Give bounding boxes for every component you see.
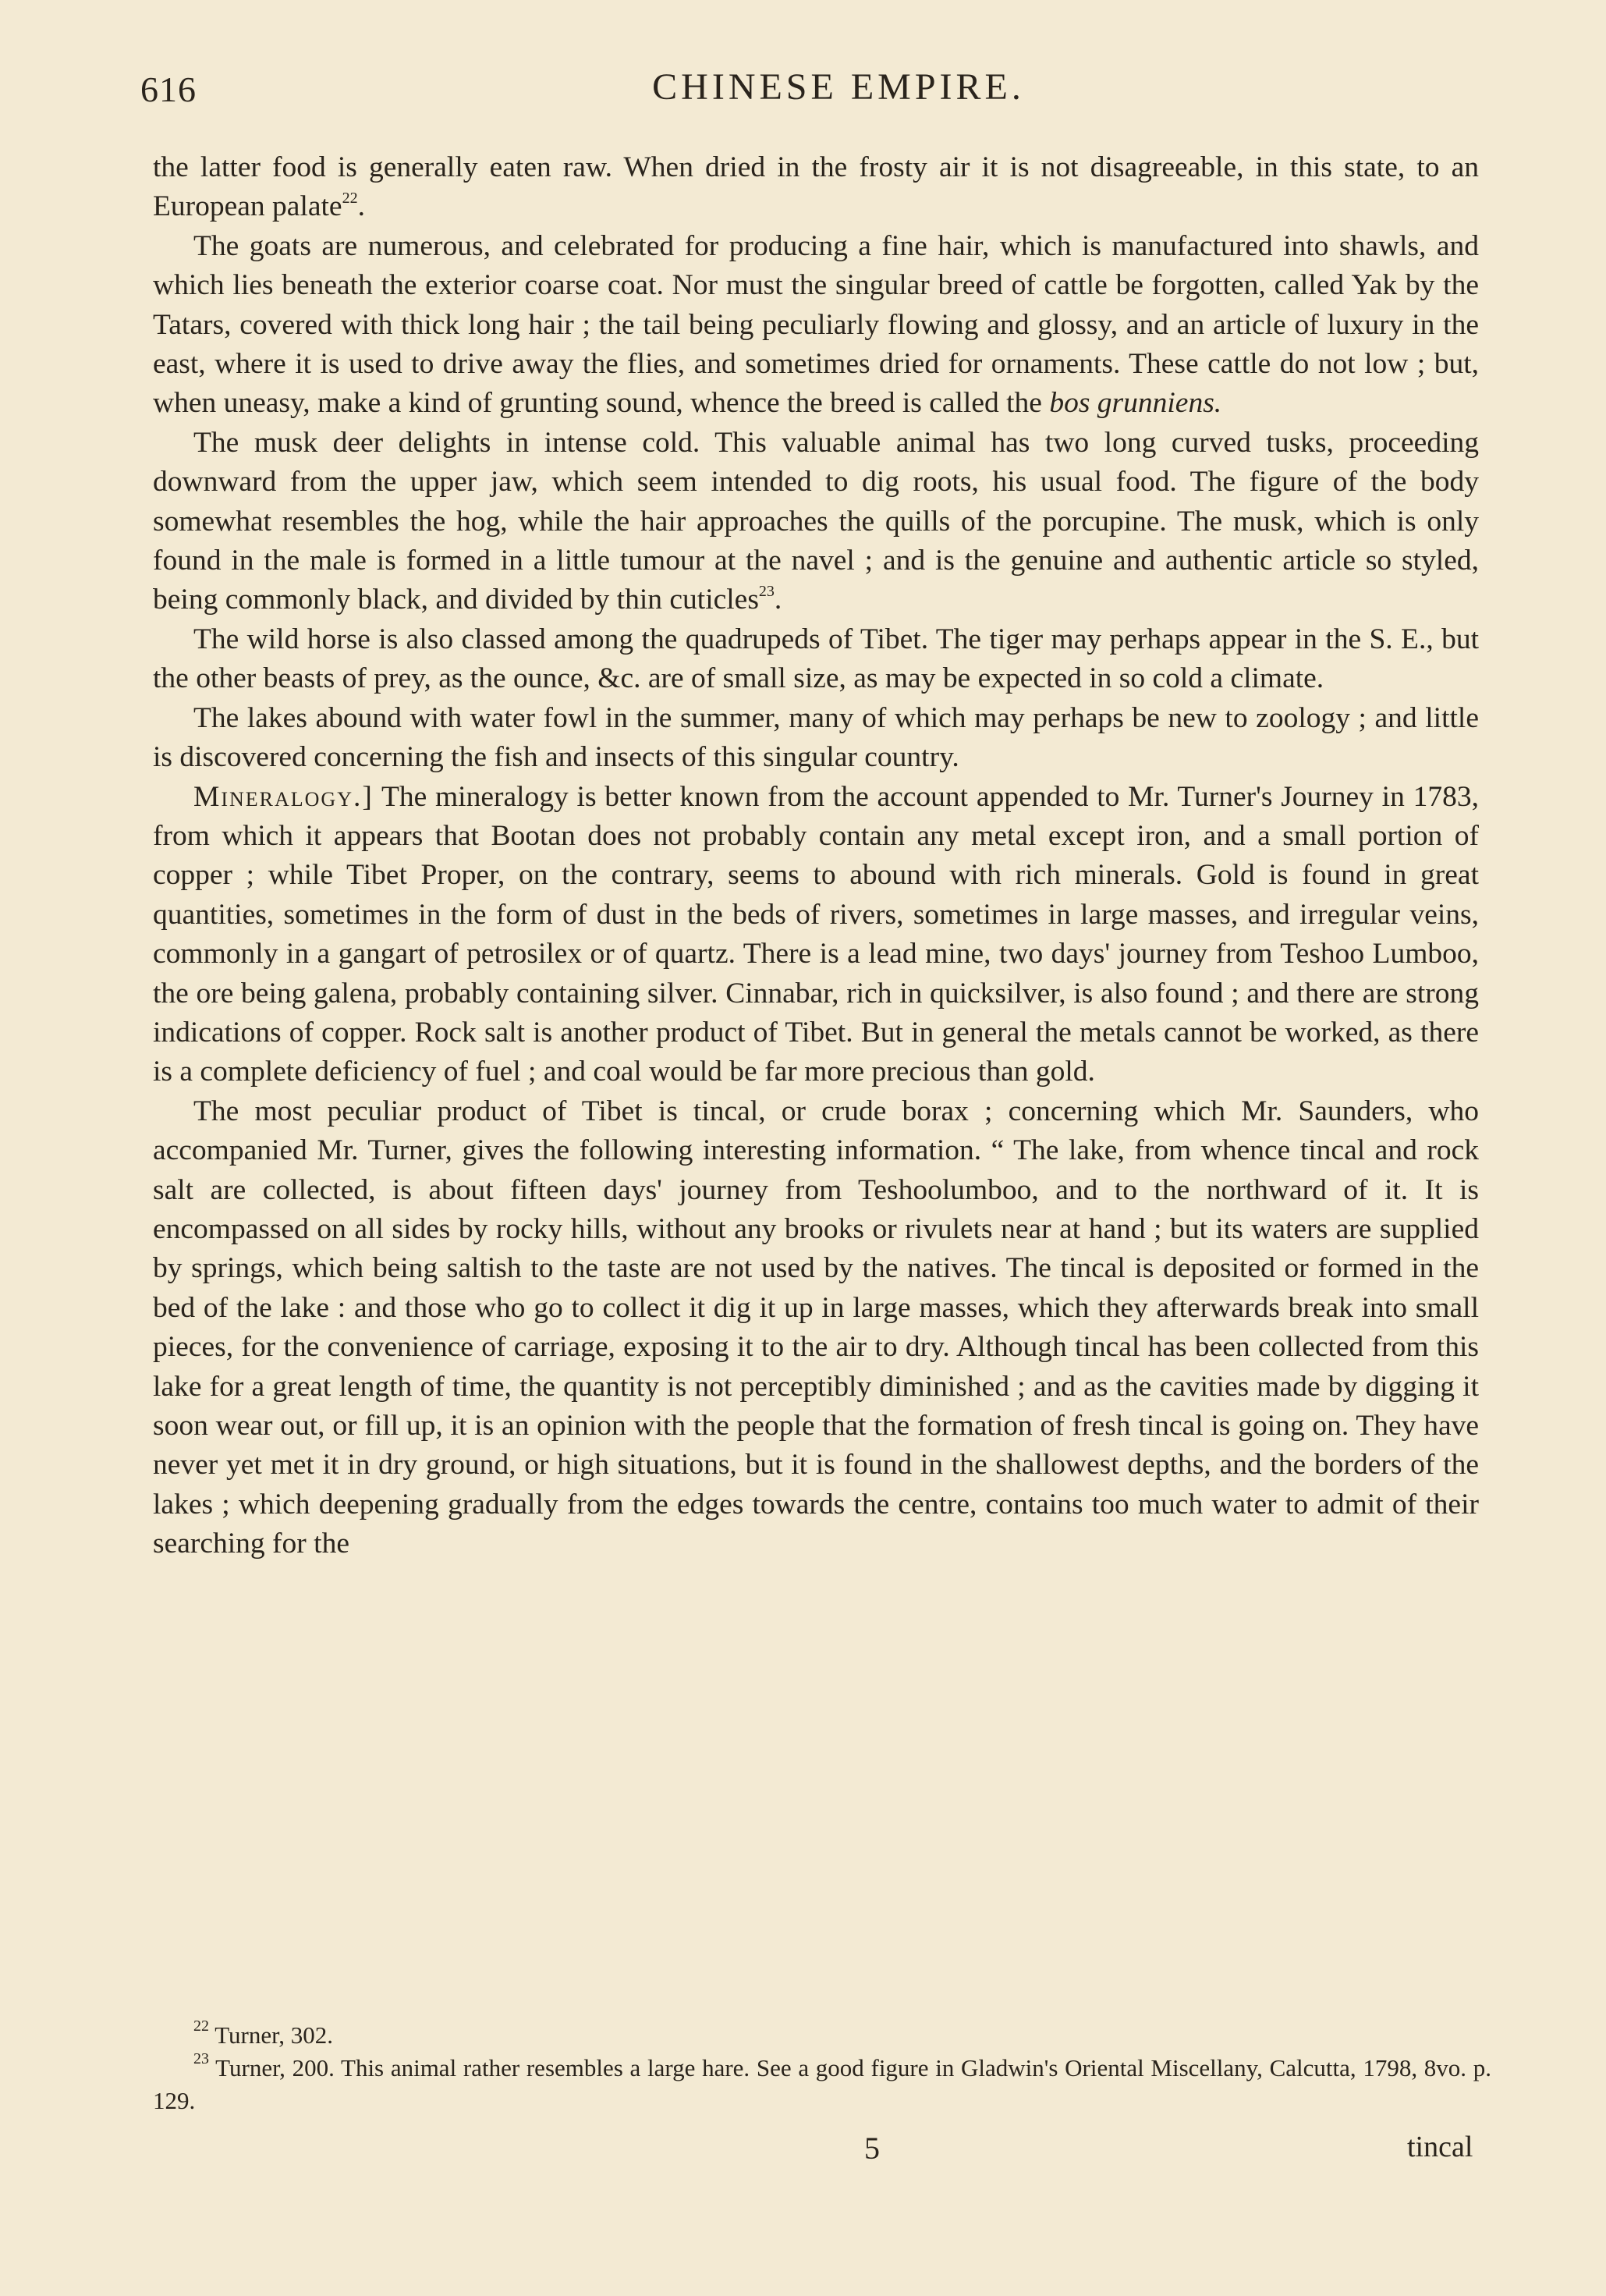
paragraph-goats-yak-text: The goats are numerous, and celebrated for producing a fine hair, which is manufactured into shawls, and which lies beneath the exterior coarse coat. Nor must the singular breed of cattle be forgotten, called Yak by the Tatars, covered with thick long hair ; the tail being peculiarly flowing and glossy, and an article of luxury in the east, where it is used to drive away the flies, and sometimes dried for ornaments. These cattle do not low ; but, when uneasy, make a kind of grunting sound, whence the breed is called the bbox=[153, 229, 1479, 420]
catchword: tincal bbox=[1407, 2131, 1473, 2163]
signature-mark: 5 bbox=[864, 2131, 880, 2166]
paragraph-food: the latter food is generally eaten raw. When dried in the frosty air it is not disagreeable, in this state, to an European palate$^{22}$. bbox=[153, 151, 1479, 223]
paragraph-food-text: the latter food is generally eaten raw. When dried in the frosty air it is not disagreeable, in this state, to an European palate bbox=[153, 151, 1479, 223]
paragraph-musk-deer: The musk deer delights in intense cold. This valuable animal has two long curved tusks, proceeding downward from the upper jaw, which seem intended to dig roots, his usual food. The figure of the body somewhat resembles the hog, while the hair approaches the quills of the porcupine. The musk, which is only found in the male is formed in a little tumour at the navel ; and is the genuine and authentic article so styled, being commonly black, and divided by thin cuticles$^{23}$. bbox=[153, 426, 1479, 616]
section-heading-mineralogy: Mineralogy.] bbox=[193, 780, 374, 813]
body-text bbox=[153, 148, 1479, 1564]
paragraph-mineralogy-text: The mineralogy is better known from the account appended to Mr. Turner's Journey in 1783, from which it appears that Bootan does not probably contain any metal except iron, and a small portion of copper ; while Tibet Proper, on the contrary, seems to abound with rich minerals. Gold is found in great quantities, sometimes in the form of dust in the beds of rivers, sometimes in large masses, and irregular veins, commonly in a gangart of petrosilex or of quartz. There is a lead mine, two days' journey from Teshoo Lumboo, the ore being galena, probably containing silver. Cinnabar, rich in quicksilver, is also found ; and there are strong indications of copper. Rock salt is another product of Tibet. But in general the metals cannot be worked, as there is a complete deficiency of fuel ; and coal would be far more precious than gold. bbox=[153, 780, 1479, 1088]
footnote-22-text: Turner, 302. bbox=[214, 2021, 333, 2049]
footnote-ref-23: 23 bbox=[758, 583, 775, 601]
paragraph-musk-deer-text: The musk deer delights in intense cold. This valuable animal has two long curved tusks, proceeding downward from the upper jaw, which seem intended to dig roots, his usual food. The figure of the body somewhat resembles the hog, while the hair approaches the quills of the porcupine. The musk, which is only found in the male is formed in a little tumour at the navel ; and is the genuine and authentic article so styled, being commonly black, and divided by thin cuticles bbox=[153, 426, 1479, 616]
page-title: CHINESE EMPIRE. bbox=[652, 66, 1025, 108]
footnote-23-text: Turner, 200. This animal rather resembles a large hare. See a good figure in Gladwin's Oriental Miscellany, Calcutta, 1798, 8vo. p. 129. bbox=[153, 2054, 1491, 2114]
footnote-23 bbox=[153, 2052, 1491, 2117]
paragraph-mineralogy bbox=[153, 778, 1479, 1092]
paragraph-wild-horse: The wild horse is also classed among the quadrupeds of Tibet. The tiger may perhaps appear in the S. E., but the other beasts of prey, as the ounce, &c. are of small size, as may be expected in so cold a climate. bbox=[153, 623, 1479, 695]
footnote-mark-23: 23 bbox=[193, 2050, 209, 2067]
page-number: 616 bbox=[140, 69, 197, 109]
paragraph-lakes: The lakes abound with water fowl in the summer, many of which may perhaps be new to zoology ; and little is discovered concerning the fish and insects of this singular country. bbox=[153, 701, 1479, 774]
paragraph-tincal: The most peculiar product of Tibet is tincal, or crude borax ; concerning which Mr. Saunders, who accompanied Mr. Turner, gives the following interesting information. “ The lake, from whence tincal and rock salt are collected, is about fifteen days' journey from Teshoolumboo, and to the northward of it. It is encompassed on all sides by rocky hills, without any brooks or rivulets near at hand ; but its waters are supplied by springs, which being saltish to the taste are not used by the natives. The tincal is deposited or formed in the bed of the lake : and those who go to collect it dig it up in large masses, which they afterwards break into small pieces, for the convenience of carriage, exposing it to the air to dry. Although tincal has been collected from this lake for a great length of time, the quantity is not perceptibly diminished ; and as the cavities made by digging it soon wear out, or fill up, it is an opinion with the people that the formation of fresh tincal is going on. They have never yet met it in dry ground, or high situations, but it is found in the shallowest depths, and the borders of the lakes ; which deepening gradually from the edges towards the centre, contains too much water to admit of their searching for the bbox=[153, 1095, 1479, 1560]
footnote-ref-22: 22 bbox=[342, 190, 358, 208]
footnote-mark-22: 22 bbox=[193, 2017, 209, 2035]
footnotes bbox=[153, 2019, 1491, 2117]
species-name-italic: bos grunniens. bbox=[1049, 387, 1222, 420]
running-head bbox=[140, 62, 1490, 117]
paragraph-goats-yak bbox=[153, 227, 1479, 424]
footnote-22 bbox=[153, 2019, 1491, 2052]
